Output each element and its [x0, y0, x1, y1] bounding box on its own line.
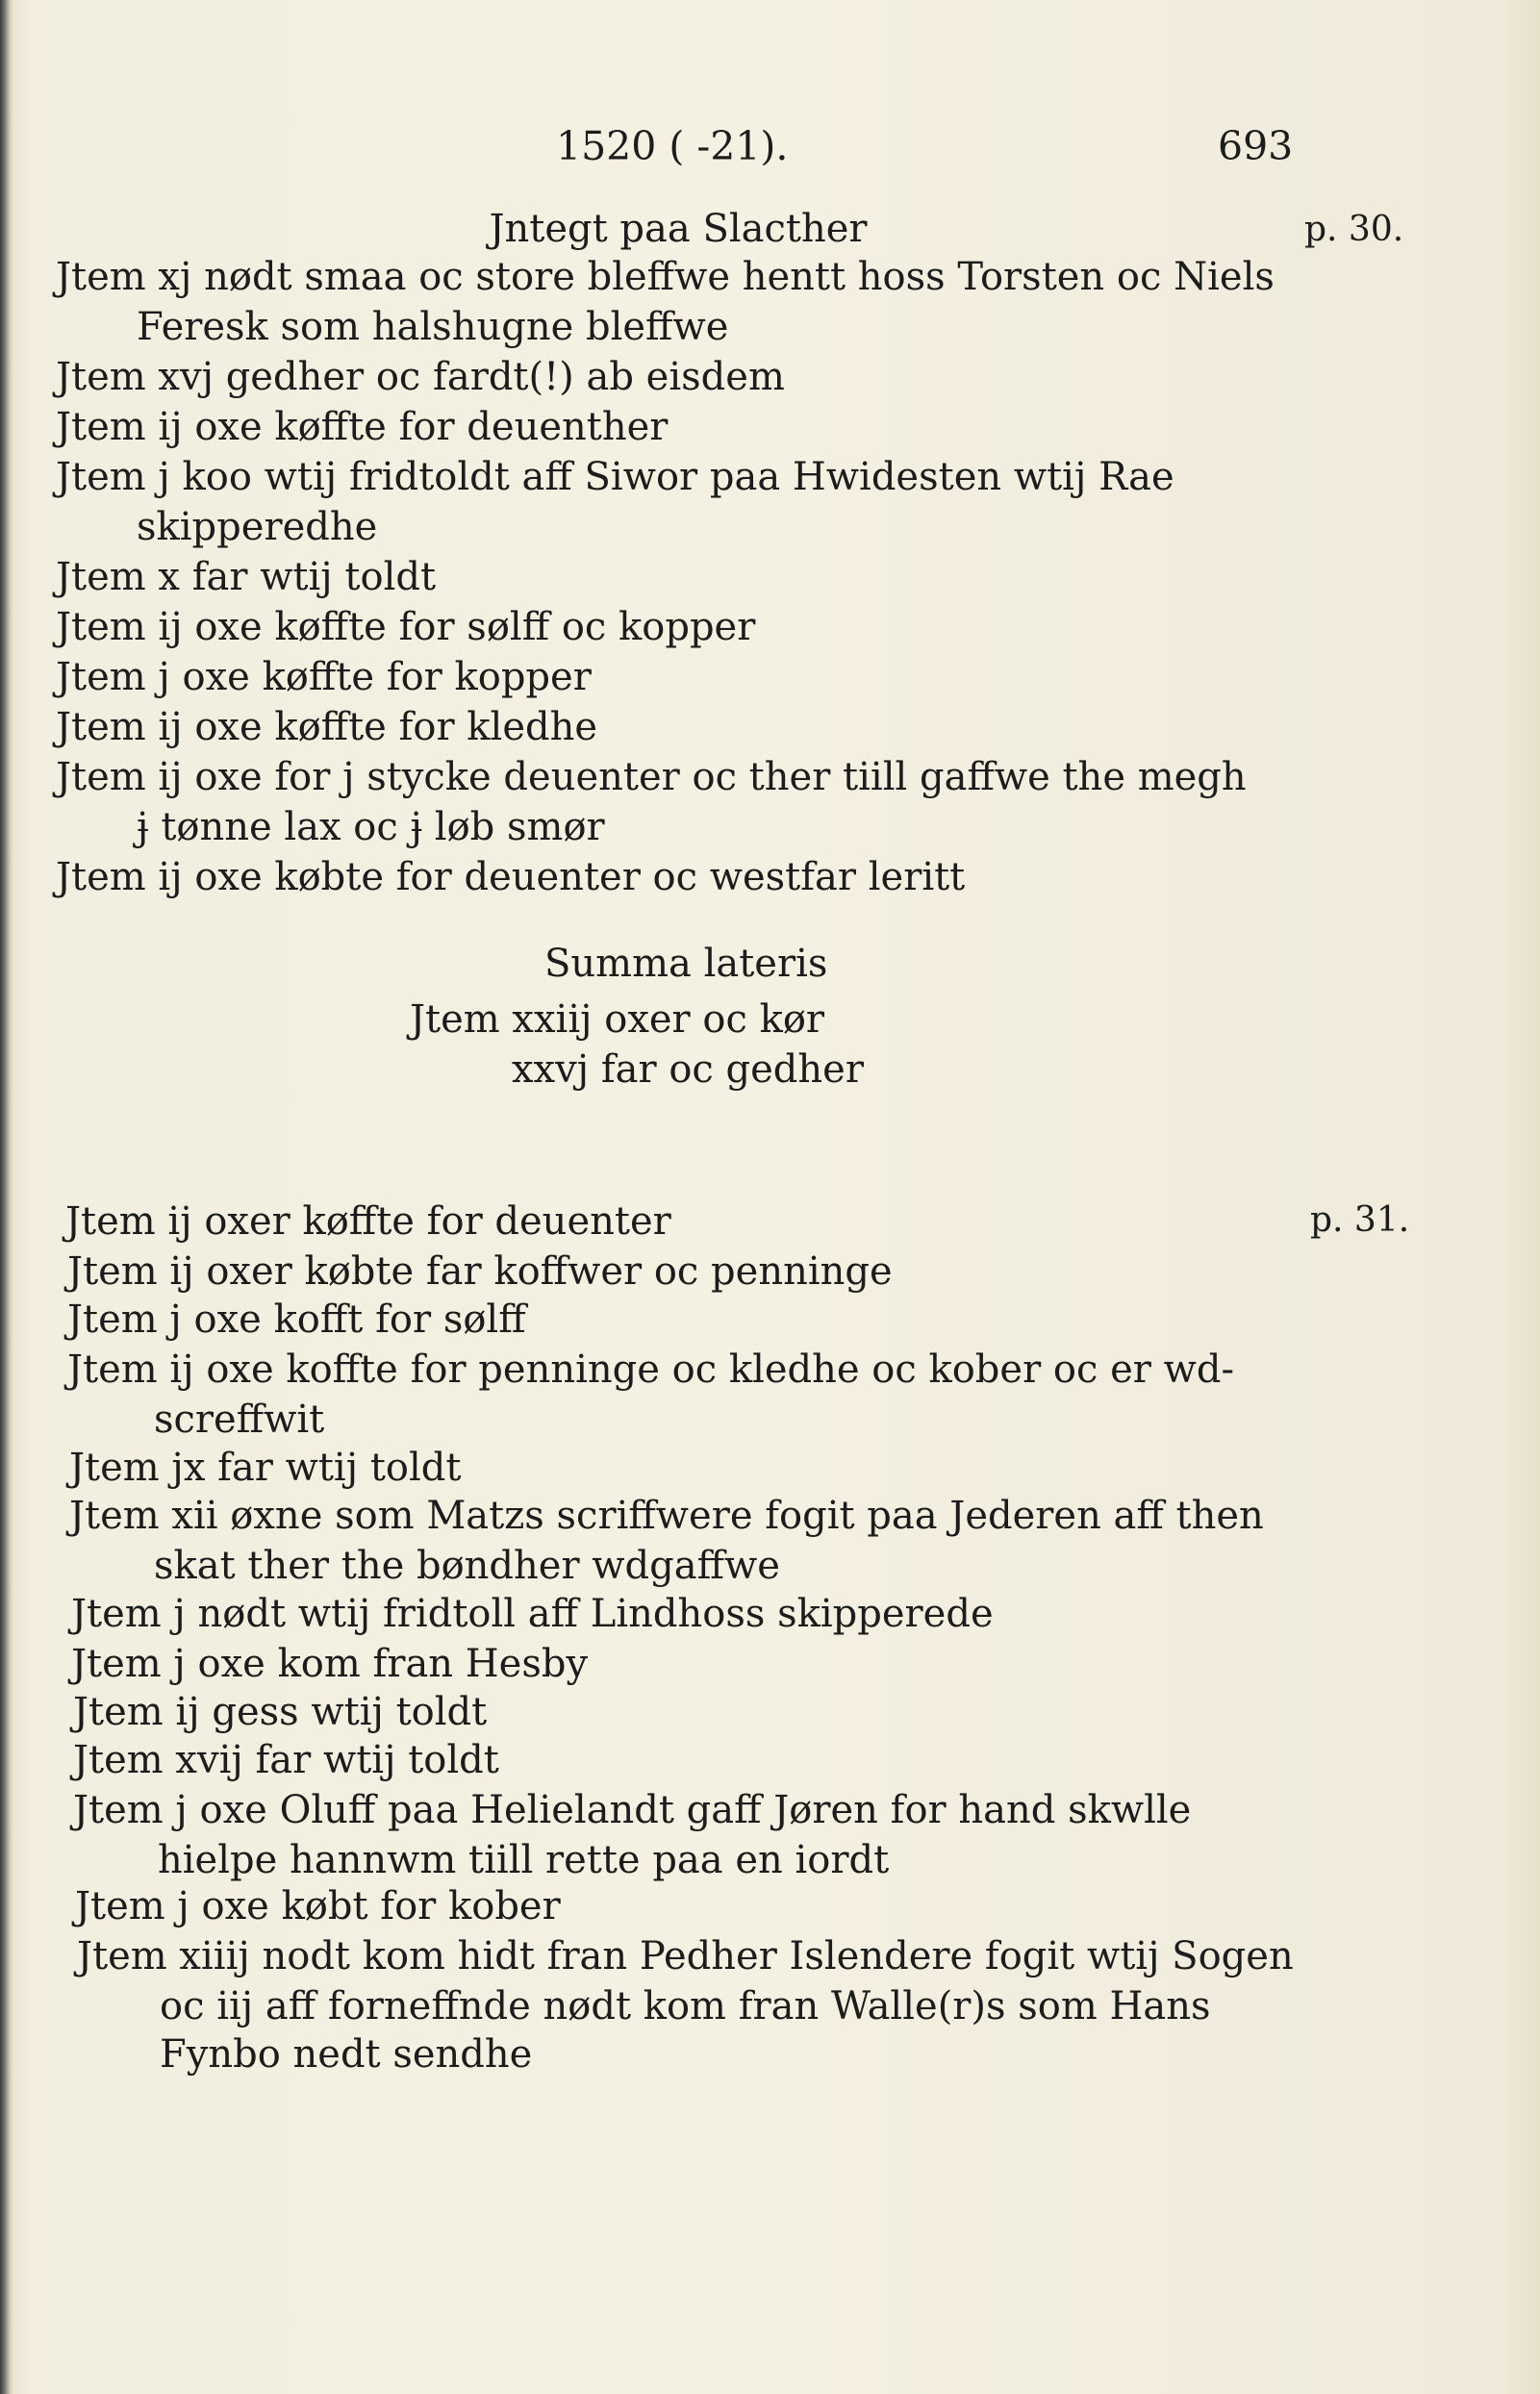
entry-line-continued: ɉ tønne lax oc ɉ løb smør — [137, 805, 605, 849]
entry-line: Jtem ij oxe for j stycke deuenter oc ther tiill gaffwe the megh — [56, 755, 1247, 799]
summary-line: Jtem xxiij oxer oc kør — [410, 997, 825, 1042]
entry-line-continued: skat ther the bøndher wdgaffwe — [154, 1544, 780, 1588]
entry-line: Jtem ij oxer køffte for deuenter — [65, 1199, 671, 1244]
entry-line: Jtem ij oxe køffte for kledhe — [56, 705, 598, 749]
running-header — [0, 123, 1540, 181]
entry-line: Jtem xii øxne som Matzs scriffwere fogit paa Jederen aff then — [69, 1494, 1264, 1538]
entry-line: Jtem j oxe køffte for kopper — [56, 655, 592, 699]
entry-line: Jtem j oxe købt for kober — [75, 1884, 561, 1928]
entry-line: Jtem xiiij nodt kom hidt fran Pedher Islendere fogit wtij Sogen — [77, 1934, 1294, 1978]
book-gutter — [0, 0, 13, 2394]
entry-line-continued: hielpe hannwm tiill rette paa en iordt — [158, 1838, 890, 1882]
entry-line-continued: Fynbo nedt sendhe — [160, 2032, 533, 2077]
margin-note-p31: p. 31. — [1310, 1200, 1410, 1240]
entry-line: Jtem j oxe kom fran Hesby — [71, 1642, 589, 1686]
entry-line: Jtem j oxe kofft for sølff — [67, 1298, 526, 1342]
entry-line: Jtem ij oxe køffte for sølff oc kopper — [56, 605, 756, 649]
summary-line: xxvj far oc gedher — [512, 1047, 864, 1092]
header-year: 1520 ( -21). — [556, 123, 789, 169]
entry-line: Jtem jx far wtij toldt — [69, 1446, 462, 1490]
entry-line: Jtem xj nødt smaa oc store bleffwe hentt hoss Torsten oc Niels — [56, 255, 1275, 299]
entry-line: Jtem ij gess wtij toldt — [73, 1690, 488, 1734]
entry-line: Jtem j nødt wtij fridtoll aff Lindhoss skipperede — [71, 1592, 994, 1636]
entry-line-continued: screffwit — [154, 1398, 325, 1442]
section-heading: Jntegt paa Slacther — [489, 207, 868, 251]
entry-line: Jtem ij oxe koffte for penninge oc kledhe oc kober oc er wd- — [67, 1348, 1234, 1392]
entry-line-continued: oc iij aff forneffnde nødt kom fran Walle(r)s som Hans — [160, 1984, 1211, 2029]
entry-line-continued: skipperedhe — [137, 505, 378, 549]
entry-line: Jtem x far wtij toldt — [56, 555, 437, 599]
entry-line: Jtem j koo wtij fridtoldt aff Siwor paa Hwidesten wtij Rae — [56, 455, 1174, 499]
entry-line: Jtem xvj gedher oc fardt(!) ab eisdem — [56, 355, 785, 399]
entry-line: Jtem ij oxe købte for deuenter oc westfar leritt — [56, 855, 966, 899]
margin-note-p30: p. 30. — [1304, 210, 1404, 249]
entry-line: Jtem ij oxe køffte for deuenther — [56, 405, 669, 449]
entry-line-continued: Feresk som halshugne bleffwe — [137, 305, 729, 349]
entry-line: Jtem xvij far wtij toldt — [73, 1738, 499, 1782]
entry-line: Jtem ij oxer købte far koffwer oc penninge — [67, 1249, 893, 1294]
page-number: 693 — [1218, 123, 1294, 169]
summary-title: Summa lateris — [544, 942, 828, 986]
entry-line: Jtem j oxe Oluff paa Helielandt gaff Jøren for hand skwlle — [73, 1788, 1192, 1832]
